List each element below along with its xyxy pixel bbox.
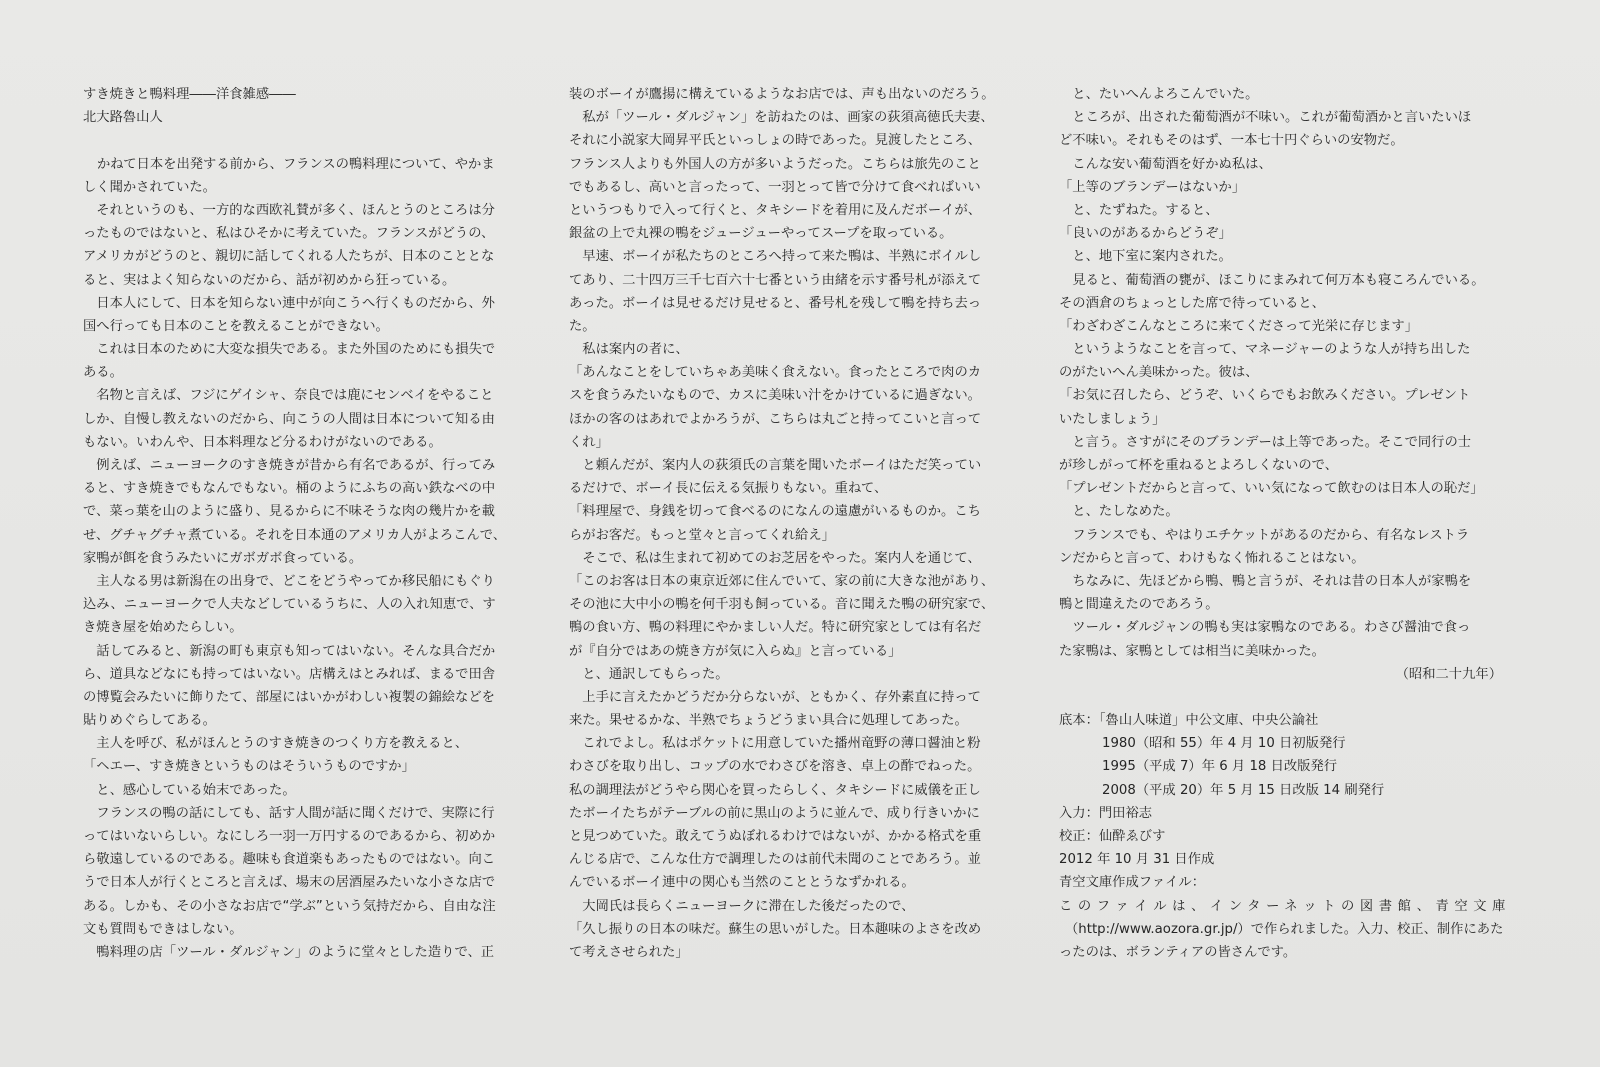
text-line: 私は案内の者に、 bbox=[569, 342, 689, 358]
text-line: その酒倉のちょっとした席で待っていると、 bbox=[1059, 295, 1325, 311]
text-line: 見ると、葡萄酒の甕が、ほこりにまみれて何万本も寝ころんでいる。 bbox=[1059, 272, 1485, 288]
text-line: フランスの鴨の話にしても、話す人間が話に聞くだけで、実際に行 bbox=[83, 805, 495, 821]
text-line: 鴨の食い方、鴨の料理にやかましい人だ。特に研究家としては有名だ bbox=[569, 620, 982, 636]
text-line: ら、道具などなにも持ってはいない。店構えはとみれば、まるで田舎 bbox=[83, 666, 496, 682]
text-line: 日本人にして、日本を知らない連中が向こうへ行くものだから、外 bbox=[83, 295, 495, 311]
text-column-1 bbox=[83, 83, 536, 964]
text-line: と見つめていた。敢えてうぬぼれるわけではないが、かかる格式を重 bbox=[569, 829, 982, 844]
text-line: もない。いわんや、日本料理など分るわけがないのである。 bbox=[83, 434, 442, 450]
text-line: で、菜っ葉を山のように盛り、見るからに不味そうな肉の幾片かを載 bbox=[83, 504, 495, 520]
text-line: アメリカがどうのと、親切に話してくれる人たちが、日本のこととな bbox=[83, 249, 495, 265]
text-line: 貼りめぐらしてある。 bbox=[83, 713, 216, 729]
colophon-edition: 1980（昭和 55）年 4 月 10 日初版発行 bbox=[1102, 736, 1346, 752]
text-line: 「良いのがあるからどうぞ」 bbox=[1059, 226, 1232, 242]
text-line: かねて日本を出発する前から、フランスの鴨料理について、やかま bbox=[97, 156, 495, 172]
text-line: と言う。さすがにそのブランデーは上等であった。そこで同行の士 bbox=[1059, 434, 1472, 450]
text-line: 「久し振りの日本の味だ。蘇生の思いがした。日本趣味のよさを改め bbox=[569, 921, 982, 937]
colophon-edition: 1995（平成 7）年 6 月 18 日改版発行 bbox=[1102, 759, 1338, 775]
colophon-created: 2012 年 10 月 31 日作成 bbox=[1059, 852, 1215, 868]
text-line: 「わざわざこんなところに来てくださって光栄に存じます」 bbox=[1059, 318, 1419, 334]
text-line: 「あんなことをしていちゃあ美味く食えない。食ったところで肉のカ bbox=[569, 365, 982, 381]
text-line: 話してみると、新潟の町も東京も知ってはいない。そんな具合だか bbox=[83, 643, 496, 659]
text-line: あった。ボーイは見せるだけ見せると、番号札を残して鴨を持ち去っ bbox=[569, 295, 982, 311]
text-line: 文も質問もできはしない。 bbox=[83, 921, 243, 937]
text-line: これでよし。私はポケットに用意していた播州竜野の薄口醤油と粉 bbox=[569, 736, 981, 752]
text-line: 装のボーイが鷹揚に構えているようなお店では、声も出ないのだろう。 bbox=[569, 87, 995, 102]
text-line: らがお客だ。もっと堂々と言ってくれ給え」 bbox=[569, 527, 835, 543]
text-line: て考えさせられた」 bbox=[569, 944, 689, 960]
colophon-note: （http://www.aozora.gr.jp/）で作られました。入力、校正、制作にあた bbox=[1065, 921, 1504, 937]
text-line: しか、自慢し教えないのだから、向こうの人間は日本について知る由 bbox=[83, 411, 495, 427]
text-line: んでいるボーイ連中の関心も当然のこととうなずかれる。 bbox=[569, 875, 915, 891]
text-line: てあり、二十四万三千七百六十七番という由緒を示す番号札が添えて bbox=[569, 272, 982, 288]
text-line: こんな安い葡萄酒を好かぬ私は、 bbox=[1059, 156, 1272, 172]
text-line: 上手に言えたかどうだか分らないが、ともかく、存外素直に持って bbox=[569, 689, 981, 705]
text-line: 名物と言えば、フジにゲイシャ、奈良では鹿にセンベイをやること bbox=[83, 388, 494, 404]
text-line: いたしましょう」 bbox=[1059, 411, 1166, 427]
text-line: スを食うみたいなもので、カスに美味い汁をかけているに過ぎない。 bbox=[569, 388, 981, 404]
text-line: ど不味い。それもそのはず、一本七十円ぐらいの安物だ。 bbox=[1059, 133, 1404, 149]
text-line: うで日本人が行くところと言えば、場末の居酒屋みたいな小さな店で bbox=[83, 875, 496, 891]
text-line: ると、すき焼きでもなんでもない。桶のようにふちの高い鉄なべの中 bbox=[83, 481, 496, 497]
text-line: せ、グチャグチャ煮ている。それを日本通のアメリカ人がよろこんで、 bbox=[83, 527, 507, 543]
text-line: んじる店で、こんな仕方で調理したのは前代未聞のことであろう。並 bbox=[569, 852, 981, 868]
text-line: 例えば、ニューヨークのすき焼きが昔から有名であるが、行ってみ bbox=[83, 458, 496, 473]
text-line: るだけで、ボーイ長に伝える気振りもない。重ねて、 bbox=[569, 481, 888, 497]
text-line: わさびを取り出し、コップの水でわさびを溶き、卓上の酢でねった。 bbox=[569, 759, 981, 775]
text-column-2 bbox=[569, 83, 1027, 964]
text-line: 鴨と間違えたのであろう。 bbox=[1059, 597, 1219, 613]
text-line: 主人なる男は新潟在の出身で、どこをどうやってか移民船にもぐり bbox=[83, 573, 495, 589]
text-line: 「このお客は日本の東京近郊に住んでいて、家の前に大きな池があり、 bbox=[569, 573, 995, 589]
text-line: ったものではないと、私はひそかに考えていた。フランスがどうの、 bbox=[83, 226, 495, 242]
text-line: 「プレゼントだからと言って、いい気になって飲むのは日本人の恥だ」 bbox=[1059, 481, 1484, 497]
text-line: 私の調理法がどうやら関心を買ったらしく、タキシードに威儀を正し bbox=[569, 782, 981, 798]
text-line: た家鴨は、家鴨としては相当に美味かった。 bbox=[1059, 643, 1325, 659]
colophon-source: 底本：「魯山人味道」中公文庫、中央公論社 bbox=[1059, 713, 1319, 729]
text-line: と頼んだが、案内人の荻須氏の言葉を聞いたボーイはただ笑ってい bbox=[569, 458, 982, 473]
colophon-file-label: 青空文庫作成ファイル： bbox=[1059, 875, 1205, 891]
text-line: というようなことを言って、マネージャーのような人が持ち出した bbox=[1059, 342, 1471, 358]
text-line: と、地下室に案内された。 bbox=[1059, 249, 1232, 265]
text-line: の博覧会みたいに飾りたて、部屋にはいかがわしい複製の錦絵などを bbox=[83, 689, 495, 705]
article-title: すき焼きと鴨料理――洋食雑感―― bbox=[83, 87, 296, 102]
colophon-note: このファイルは、インターネットの図書館、青空文庫 bbox=[1059, 898, 1512, 914]
text-line: フランスでも、やはりエチケットがあるのだから、有名なレストラ bbox=[1059, 527, 1470, 543]
text-line: が『自分ではあの焼き方が気に入らぬ』と言っている」 bbox=[569, 643, 902, 659]
colophon-proofread: 校正：仙酔ゑびす bbox=[1059, 829, 1166, 844]
text-line: ある。 bbox=[83, 365, 123, 381]
text-line: 家鴨が餌を食うみたいにガボガボ食っている。 bbox=[83, 550, 363, 566]
text-line: 鴨料理の店「ツール・ダルジャン」のように堂々とした造りで、正 bbox=[83, 944, 495, 960]
text-line: ほかの客のはあれでよかろうが、こちらは丸ごと持ってこいと言って bbox=[569, 411, 982, 427]
text-line: 私が「ツール・ダルジャン」を訪ねたのは、画家の荻須高徳氏夫妻、 bbox=[569, 110, 994, 126]
colophon-note: ったのは、ボランティアの皆さんです。 bbox=[1059, 944, 1297, 960]
text-line: くれ」 bbox=[569, 434, 609, 450]
text-line: 来た。果せるかな、半熟でちょうどうまい具合に処理してあった。 bbox=[569, 713, 968, 729]
text-line: ツール・ダルジャンの鴨も実は家鴨なのである。わさび醤油で食っ bbox=[1059, 620, 1471, 636]
author-name: 北大路魯山人 bbox=[83, 110, 163, 126]
text-line: そこで、私は生まれて初めてのお芝居をやった。案内人を通じて、 bbox=[569, 550, 981, 566]
text-line: 込み、ニューヨークで人夫などしているうちに、人の入れ知恵で、す bbox=[83, 597, 496, 613]
text-line: それに小説家大岡昇平氏といっしょの時であった。見渡したところ、 bbox=[569, 133, 982, 149]
text-line: 国へ行っても日本のことを教えることができない。 bbox=[83, 318, 389, 334]
text-line: と、通訳してもらった。 bbox=[569, 666, 729, 682]
text-line: でもあるし、高いと言ったって、一羽とって皆で分けて食べればいい bbox=[569, 179, 981, 195]
text-line: 「ヘエー、すき焼きというものはそういうものですか」 bbox=[83, 759, 415, 775]
text-line: しく聞かされていた。 bbox=[83, 179, 216, 195]
text-line: ちなみに、先ほどから鴨、鴨と言うが、それは昔の日本人が家鴨を bbox=[1059, 573, 1472, 589]
text-line: と、たずねた。すると、 bbox=[1059, 202, 1219, 218]
text-line: フランス人よりも外国人の方が多いようだった。こちらは旅先のこと bbox=[569, 156, 981, 172]
text-line: 主人を呼び、私がほんとうのすき焼きのつくり方を教えると、 bbox=[83, 736, 469, 752]
text-line: と、たいへんよろこんでいた。 bbox=[1059, 87, 1259, 102]
text-line: それというのも、一方的な西欧礼賛が多く、ほんとうのところは分 bbox=[83, 202, 495, 218]
text-line: 「料理屋で、身銭を切って食べるのになんの遠慮がいるものか。こち bbox=[569, 504, 981, 520]
text-line: 大岡氏は長らくニューヨークに滞在した後だったので、 bbox=[569, 898, 915, 914]
text-line: のがたいへん美味かった。彼は、 bbox=[1059, 365, 1259, 381]
text-line: ンだからと言って、わけもなく怖れることはない。 bbox=[1059, 550, 1365, 566]
text-line: ある。しかも、その小さなお店で“学ぶ”という気持だから、自由な注 bbox=[83, 898, 496, 914]
text-line: 「お気に召したら、どうぞ、いくらでもお飲みください。プレゼント bbox=[1059, 388, 1471, 404]
text-line: ると、実はよく知らないのだから、話が初めから狂っている。 bbox=[83, 272, 456, 288]
text-line: ら敬遠しているのである。趣味も食道楽もあったものではない。向こ bbox=[83, 852, 496, 868]
text-line: その池に大中小の鴨を何千羽も飼っている。音に聞えた鴨の研究家で、 bbox=[569, 597, 995, 613]
colophon-input: 入力：門田裕志 bbox=[1059, 805, 1153, 821]
text-line: たボーイたちがテーブルの前に黒山のように並んで、成り行きいかに bbox=[569, 805, 980, 821]
text-line: ところが、出された葡萄酒が不味い。これが葡萄酒かと言いたいほ bbox=[1059, 110, 1472, 126]
text-line: と、感心している始末であった。 bbox=[83, 782, 296, 798]
text-line: 「上等のブランデーはないか」 bbox=[1059, 179, 1246, 195]
text-line: これは日本のために大変な損失である。また外国のためにも損失で bbox=[83, 342, 496, 358]
text-line: と、たしなめた。 bbox=[1059, 504, 1179, 520]
text-column-3 bbox=[1059, 83, 1517, 964]
colophon-edition: 2008（平成 20）年 5 月 15 日改版 14 刷発行 bbox=[1102, 782, 1385, 798]
text-line: が珍しがって杯を重ねるとよろしくないので、 bbox=[1059, 458, 1338, 473]
text-line: ってはいないらしい。なにしろ一羽一万円するのであるから、初めか bbox=[83, 829, 496, 844]
text-line: というつもりで入って行くと、タキシードを着用に及んだボーイが、 bbox=[569, 202, 982, 218]
text-line: た。 bbox=[569, 318, 596, 334]
text-line: き焼き屋を始めたらしい。 bbox=[83, 620, 243, 636]
text-line: 銀盆の上で丸裸の鴨をジュージューやってスープを取っている。 bbox=[569, 226, 953, 242]
text-line: 早速、ボーイが私たちのところへ持って来た鴨は、半熟にボイルし bbox=[569, 249, 982, 265]
date-note: （昭和二十九年） bbox=[1395, 666, 1502, 682]
